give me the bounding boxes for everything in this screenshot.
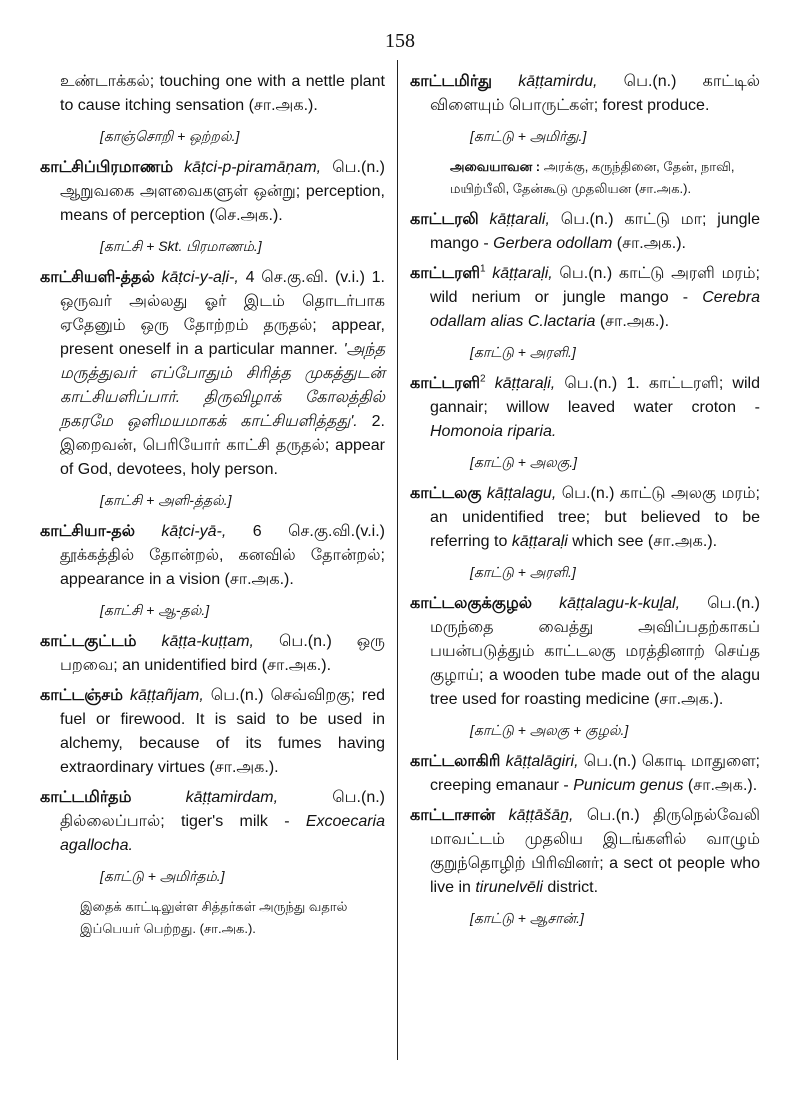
place-name: tirunelvēli [475,879,543,896]
headword: காட்சியளி-த்தல் [40,269,155,286]
definition: பெ.(n.) தில்லைப்பால்; tiger's milk - [60,789,385,830]
definition-tail: district. [542,879,599,896]
headword: காட்டரளி [410,375,481,392]
headword: காட்டலாகிரி [410,753,501,770]
source-ref: (சா.அக.). [595,313,670,330]
transliteration: kāṭṭalāgiri, [505,753,579,770]
etymology: [காட்சி + அளி-த்தல்.] [100,492,232,508]
transliteration: kāṭṭāšāṉ, [508,807,574,824]
transliteration: kāṭṭaraḷi, [492,265,553,282]
etymology: [காட்டு + அரளி.] [470,344,576,360]
note-label: அவையாவன : [450,159,541,174]
column-divider [397,60,398,1060]
dictionary-entry [40,266,385,482]
source-ref: (சா.அக.). [683,777,758,794]
transliteration: kāṭṭalagu-k-kuḻal, [559,595,681,612]
dictionary-entry [410,804,760,900]
definition: பெ.(n.) ஒரு பறவை; an unidentified bird (சா.அக.). [60,633,385,674]
dictionary-entry [40,630,385,678]
transliteration: kāṭci-y-aḷi-, [161,269,239,286]
transliteration: kāṭṭañjam, [129,687,204,704]
etymology: [காட்டு + ஆசான்.] [470,910,584,926]
headword: காட்சியா-தல் [40,523,135,540]
definition: 6 செ.கு.வி.(v.i.) தூக்கத்தில் தோன்றல், கனவில் தோன்றல்; appearance in a vision (சா.அக.). [60,523,385,588]
homonym-number: 1 [480,263,486,275]
dictionary-entry [410,70,760,118]
page-number: 158 [385,30,415,52]
etymology: [காட்டு + அலகு.] [470,454,578,470]
definition: 4 செ.கு.வி. (v.i.) 1. ஒருவர் அல்லது ஓர் இடம் தொடர்பாக ஏதேனும் ஒரு தோற்றம் தருதல்; appear, present oneself in a particular manner. [60,269,385,358]
etymology: [காட்டு + அலகு + குழல்.] [470,722,629,738]
definition: 2. இறைவன், பெரியோர் காட்சி தருதல்; appear of God, devotees, holy person. [60,413,386,478]
headword: காட்டாசான் [410,807,496,824]
dictionary-entry [410,208,760,256]
source-ref: (சா.அக.). [612,235,686,252]
usage-note [450,156,760,200]
transliteration: kāṭci-p-piramāṇam, [184,159,322,176]
scientific-name: Excoecaria agallocha. [60,813,385,854]
definition: பெ.(n.) மருந்தை வைத்து அவிப்பதற்காகப் பயன்படுத்தும் காட்டலகு மரத்தினாற் செய்த குழாய்; a wooden tube made out of the alagu tree used for roasting medicine (சா.அக.). [430,595,760,708]
dictionary-entry [40,156,385,228]
dictionary-entry [410,372,760,444]
scientific-name: Gerbera odollam [493,235,613,252]
definition: பெ.(n.) காட்டில் விளையும் பொருட்கள்; forest produce. [430,73,760,114]
dictionary-entry [410,482,760,554]
headword: காட்சிப்பிரமாணம் [40,159,174,176]
transliteration: kāṭṭamirdu, [518,73,598,90]
definition: பெ.(n.) கொடி மாதுளை; creeping emanaur - [430,753,760,794]
usage-note: இதைக் காட்டிலுள்ள சித்தர்கள் அருந்து வதால் இப்பெயர் பெற்றது. (சா.அக.). [80,899,348,936]
definition: பெ.(n.) காட்டு அலகு மரம்; an unidentified tree; but believed to be referring to [430,485,760,550]
transliteration: kāṭṭarali, [489,211,550,228]
dictionary-entry [410,750,760,798]
etymology: [காஞ்சொறி + ஒற்றல்.] [100,128,240,144]
homonym-number: 2 [480,373,486,385]
transliteration: kāṭṭamirdam, [185,789,279,806]
etymology: [காட்சி + Skt. பிரமாணம்.] [100,238,262,254]
headword: காட்டலகு [410,485,482,502]
scientific-name: Cerebra odallam alias C.lactaria [430,289,760,330]
headword: காட்டமிர்தம் [40,789,132,806]
left-column [40,70,385,948]
etymology: [காட்சி + ஆ-தல்.] [100,602,210,618]
dictionary-entry [40,520,385,592]
scientific-name: Homonoia riparia. [430,423,557,440]
headword: காட்டரலி [410,211,479,228]
headword: காட்டமிர்து [410,73,493,90]
headword: காட்டகுட்டம் [40,633,137,650]
transliteration: kāṭci-yā-, [161,523,227,540]
dictionary-entry [40,786,385,858]
etymology: [காட்டு + அரளி.] [470,564,576,580]
headword: காட்டஞ்சம் [40,687,123,704]
definition: பெ.(n.) திருநெல்வேலி மாவட்டம் முதலிய இடங்களில் வாழும் குறுந்தொழிற் பிரிவினர்; a sect ot people who live in [430,807,760,896]
dictionary-entry [410,262,760,334]
transliteration: kāṭṭalagu, [486,485,557,502]
definition: பெ.(n.) செவ்விறகு; red fuel or firewood. It is said to be used in alchemy, because of its fumes having extraordinary virtues (சா.அக.). [60,687,385,776]
cross-reference: kāṭṭaraḷi [511,533,568,550]
transliteration: kāṭṭa-kuṭṭam, [161,633,254,650]
right-column [410,70,760,938]
note-text: அரக்கு, கருந்தினை, தேன், நாவி, மயிற்பீலி, தேன்கூடு முதலியன (சா.அக.). [450,159,735,196]
source-ref: which see (சா.அக.). [567,533,718,550]
dictionary-entry [410,592,760,712]
definition: பெ.(n.) காட்டு அரளி மரம்; wild nerium or jungle mango - [430,265,760,306]
entry-continuation: உண்டாக்கல்; touching one with a nettle plant to cause itching sensation (சா.அக.). [60,73,385,114]
dictionary-entry [40,684,385,780]
definition: பெ.(n.) 1. காட்டரளி; wild gannair; willow leaved water croton - [430,375,760,416]
etymology: [காட்டு + அமிர்து.] [470,128,587,144]
usage-quote: 'அந்த மருத்துவர் எப்போதும் சிரித்த முகத்துடன் காட்சியளிப்பார். திருவிழாக் கோலத்தில் நகரமே ஒளிமயமாகக் காட்சியளித்தது'. [60,341,385,430]
headword: காட்டரளி [410,265,481,282]
headword: காட்டலகுக்குழல் [410,595,532,612]
definition: பெ.(n.) காட்டு மா; jungle mango - [430,211,760,252]
transliteration: kāṭṭaraḷi, [494,375,556,392]
definition: பெ.(n.) ஆறுவகை அளவைகளுள் ஒன்று; perception, means of perception (செ.அக.). [60,159,385,224]
etymology: [காட்டு + அமிர்தம்.] [100,868,225,884]
scientific-name: Punicum genus [573,777,684,794]
